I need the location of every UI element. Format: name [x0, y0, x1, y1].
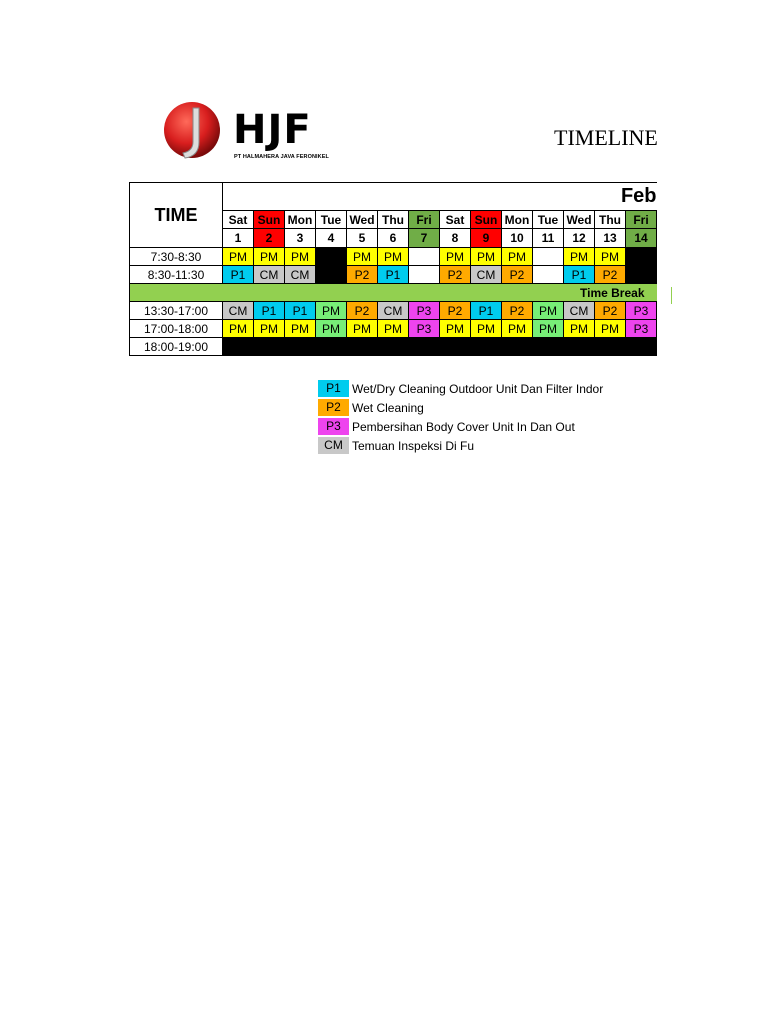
legend-swatch: CM — [318, 437, 349, 454]
table-row — [130, 266, 657, 284]
task-cell: P3 — [626, 302, 657, 320]
sheet-clip-edge — [672, 175, 768, 375]
table-row — [130, 320, 657, 338]
weekday-header: Thu — [595, 210, 626, 229]
task-cell — [502, 338, 533, 356]
task-cell — [223, 338, 254, 356]
task-cell: PM — [533, 302, 564, 320]
legend-swatch: P3 — [318, 418, 349, 435]
date-header: 7 — [409, 229, 440, 248]
table-row — [130, 302, 657, 320]
legend-swatch: P2 — [318, 399, 349, 416]
task-cell: P1 — [564, 266, 595, 284]
legend — [318, 379, 603, 455]
legend-label: Pembersihan Body Cover Unit In Dan Out — [352, 419, 575, 434]
task-cell: PM — [564, 248, 595, 266]
month-header: Feb — [223, 183, 657, 211]
task-cell — [626, 338, 657, 356]
task-cell: P2 — [595, 266, 626, 284]
task-cell: PM — [564, 320, 595, 338]
task-cell: PM — [595, 248, 626, 266]
task-cell: P2 — [347, 302, 378, 320]
task-cell: PM — [285, 248, 316, 266]
task-cell: PM — [502, 248, 533, 266]
task-cell — [409, 338, 440, 356]
weekday-header: Tue — [316, 210, 347, 229]
date-header: 10 — [502, 229, 533, 248]
task-cell: P1 — [285, 302, 316, 320]
task-cell: PM — [254, 320, 285, 338]
table-row — [130, 338, 657, 356]
weekday-header: Mon — [285, 210, 316, 229]
task-cell: P3 — [626, 320, 657, 338]
task-cell: CM — [223, 302, 254, 320]
legend-label: Wet/Dry Cleaning Outdoor Unit Dan Filter Indor — [352, 381, 604, 396]
task-cell: CM — [564, 302, 595, 320]
task-cell: PM — [223, 248, 254, 266]
weekday-header: Tue — [533, 210, 564, 229]
task-cell: P2 — [440, 302, 471, 320]
task-cell — [285, 338, 316, 356]
task-cell — [440, 338, 471, 356]
date-header: 5 — [347, 229, 378, 248]
task-cell: PM — [440, 320, 471, 338]
task-cell — [533, 338, 564, 356]
weekday-header: Sun — [254, 210, 285, 229]
date-header: 3 — [285, 229, 316, 248]
task-cell — [626, 266, 657, 284]
weekday-header: Sat — [440, 210, 471, 229]
date-header: 1 — [223, 229, 254, 248]
task-cell: PM — [595, 320, 626, 338]
task-cell: PM — [378, 320, 409, 338]
task-cell: PM — [378, 248, 409, 266]
time-break-row: Time Break — [130, 284, 657, 302]
weekday-header: Sun — [471, 210, 502, 229]
task-cell: PM — [347, 248, 378, 266]
date-header: 9 — [471, 229, 502, 248]
weekday-header: Wed — [564, 210, 595, 229]
task-cell — [409, 248, 440, 266]
weekday-header: Sat — [223, 210, 254, 229]
weekday-header: Fri — [409, 210, 440, 229]
task-cell — [533, 248, 564, 266]
task-cell — [378, 338, 409, 356]
page-title: TIMELINE — [554, 125, 658, 150]
task-cell: CM — [254, 266, 285, 284]
task-cell: PM — [471, 320, 502, 338]
task-cell: CM — [378, 302, 409, 320]
legend-item — [318, 398, 603, 417]
task-cell: P3 — [409, 320, 440, 338]
date-header: 4 — [316, 229, 347, 248]
task-cell — [316, 338, 347, 356]
date-header: 2 — [254, 229, 285, 248]
date-header: 13 — [595, 229, 626, 248]
schedule-table — [129, 182, 657, 356]
task-cell — [626, 248, 657, 266]
legend-label: Temuan Inspeksi Di Fu — [352, 438, 475, 453]
task-cell — [471, 338, 502, 356]
task-cell — [409, 266, 440, 284]
task-cell: PM — [285, 320, 316, 338]
legend-label: Wet Cleaning — [352, 400, 424, 415]
task-cell — [316, 266, 347, 284]
weekday-header: Mon — [502, 210, 533, 229]
task-cell: PM — [316, 302, 347, 320]
task-cell: PM — [316, 320, 347, 338]
task-cell — [564, 338, 595, 356]
task-cell: P2 — [502, 266, 533, 284]
time-slot-label: 8:30-11:30 — [130, 266, 223, 284]
task-cell: PM — [502, 320, 533, 338]
task-cell: P1 — [223, 266, 254, 284]
legend-item — [318, 417, 603, 436]
weekday-header: Thu — [378, 210, 409, 229]
time-slot-label: 18:00-19:00 — [130, 338, 223, 356]
task-cell: PM — [347, 320, 378, 338]
date-header: 14 — [626, 229, 657, 248]
company-logo-name: HJF — [233, 107, 312, 153]
date-header: 6 — [378, 229, 409, 248]
time-slot-label: 13:30-17:00 — [130, 302, 223, 320]
task-cell: P2 — [440, 266, 471, 284]
date-header: 11 — [533, 229, 564, 248]
company-logo-emblem — [163, 100, 223, 164]
time-slot-label: 7:30-8:30 — [130, 248, 223, 266]
task-cell: PM — [254, 248, 285, 266]
task-cell — [316, 248, 347, 266]
task-cell — [595, 338, 626, 356]
legend-item — [318, 379, 603, 398]
task-cell — [254, 338, 285, 356]
task-cell: P2 — [595, 302, 626, 320]
task-cell: P2 — [502, 302, 533, 320]
date-header: 12 — [564, 229, 595, 248]
weekday-header: Fri — [626, 210, 657, 229]
task-cell: P1 — [378, 266, 409, 284]
task-cell: CM — [471, 266, 502, 284]
task-cell — [533, 266, 564, 284]
task-cell: CM — [285, 266, 316, 284]
task-cell: P3 — [409, 302, 440, 320]
task-cell: PM — [533, 320, 564, 338]
task-cell: PM — [440, 248, 471, 266]
time-slot-label: 17:00-18:00 — [130, 320, 223, 338]
company-name: PT HALMAHERA JAVA FERONIKEL — [234, 154, 329, 160]
date-header: 8 — [440, 229, 471, 248]
task-cell: P1 — [471, 302, 502, 320]
weekday-header: Wed — [347, 210, 378, 229]
task-cell: PM — [471, 248, 502, 266]
legend-swatch: P1 — [318, 380, 349, 397]
legend-item — [318, 436, 603, 455]
task-cell: PM — [223, 320, 254, 338]
task-cell: P2 — [347, 266, 378, 284]
time-column-header: TIME — [130, 183, 223, 248]
task-cell — [347, 338, 378, 356]
task-cell: P1 — [254, 302, 285, 320]
table-row — [130, 248, 657, 266]
